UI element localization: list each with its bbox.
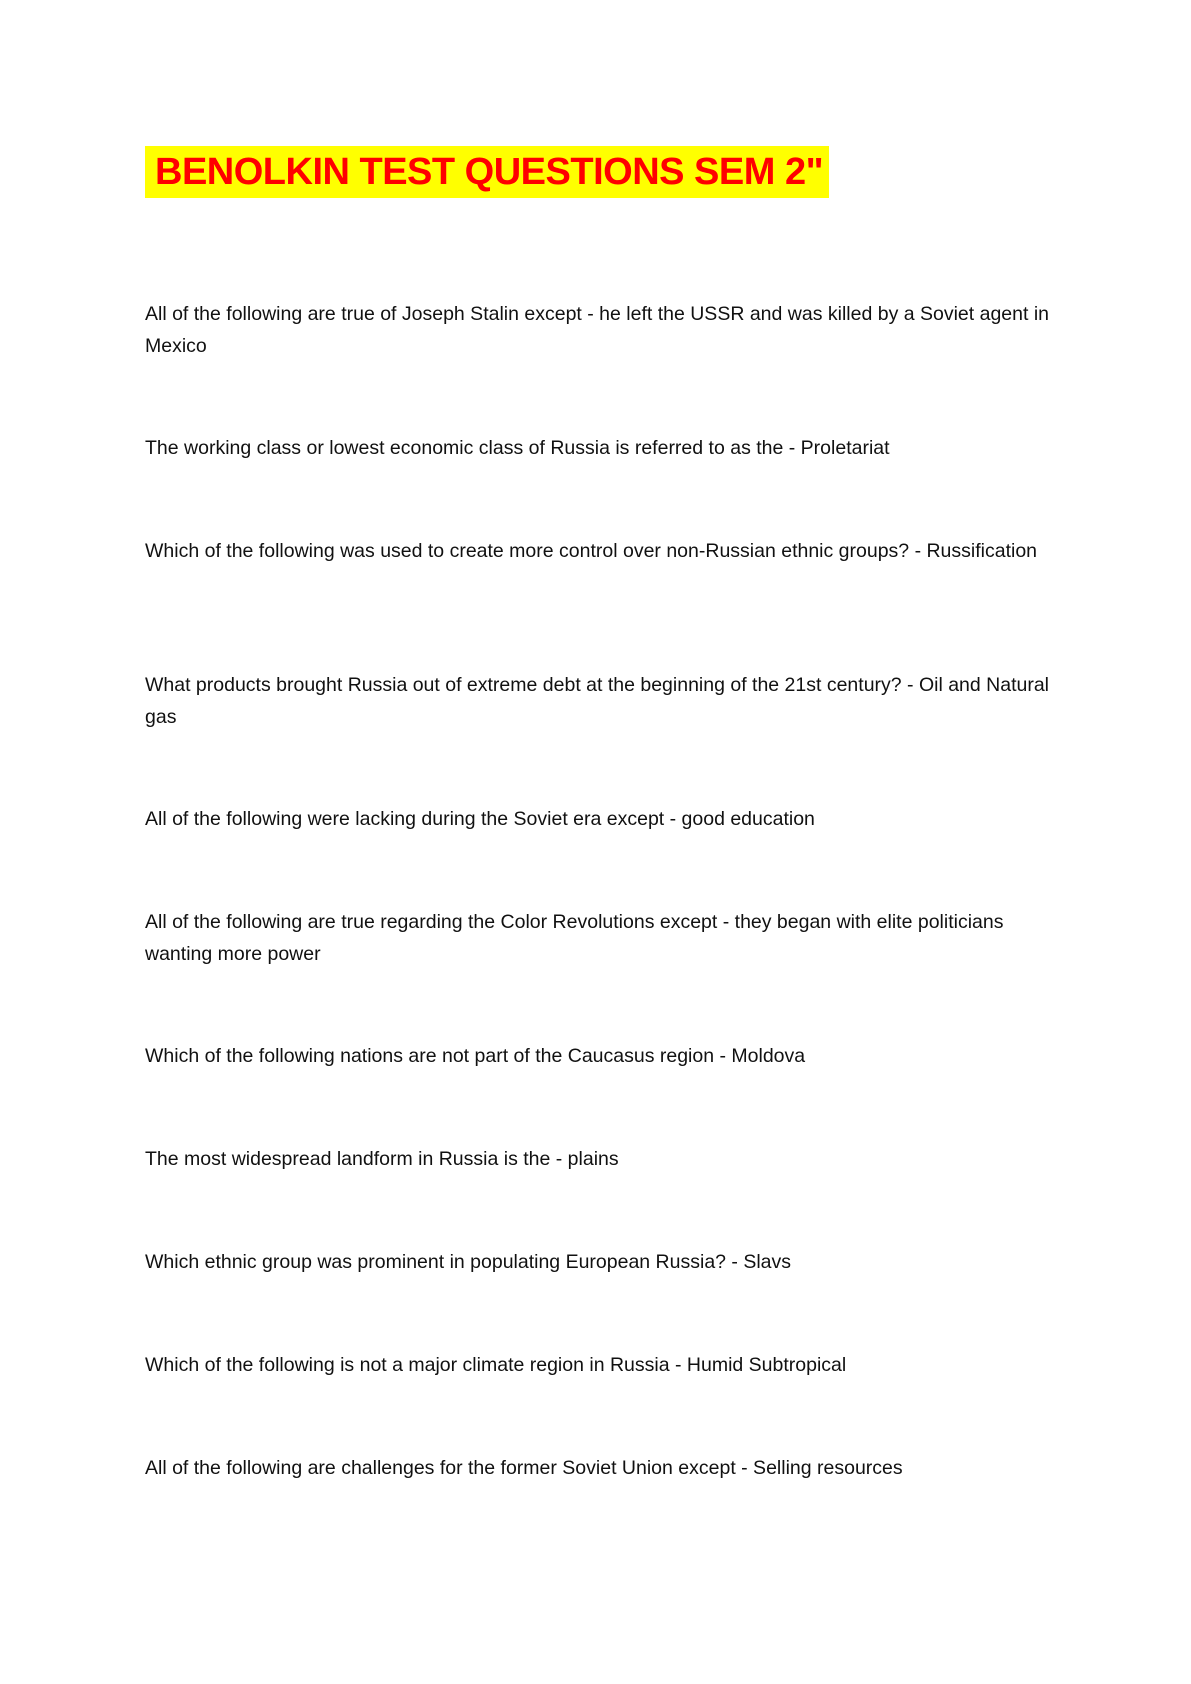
qa-item-5: All of the following were lacking during the Soviet era except - good education <box>145 808 815 830</box>
qa-item-9: Which ethnic group was prominent in populating European Russia? - Slavs <box>145 1251 792 1273</box>
qa-item-11: All of the following are challenges for the former Soviet Union except - Selling resources <box>145 1457 903 1479</box>
qa-item-7: Which of the following nations are not part of the Caucasus region - Moldova <box>145 1045 806 1067</box>
qa-item-1: All of the following are true of Joseph Stalin except - he left the USSR and was killed by a Soviet agent in Mexico <box>145 303 1050 357</box>
qa-item-2: The working class or lowest economic class of Russia is referred to as the - Proletariat <box>145 437 890 459</box>
qa-item-6: All of the following are true regarding the Color Revolutions except - they began with elite politicians wanting more power <box>145 911 1004 965</box>
qa-item-3: Which of the following was used to create more control over non-Russian ethnic groups? - Russification <box>145 540 1038 562</box>
document-title: BENOLKIN TEST QUESTIONS SEM 2" <box>145 146 829 198</box>
qa-item-4: What products brought Russia out of extreme debt at the beginning of the 21st century? - Oil and Natural gas <box>145 674 1050 728</box>
qa-item-8: The most widespread landform in Russia is the - plains <box>145 1148 619 1170</box>
title-block <box>145 146 829 198</box>
qa-item-10: Which of the following is not a major climate region in Russia - Humid Subtropical <box>145 1354 847 1376</box>
